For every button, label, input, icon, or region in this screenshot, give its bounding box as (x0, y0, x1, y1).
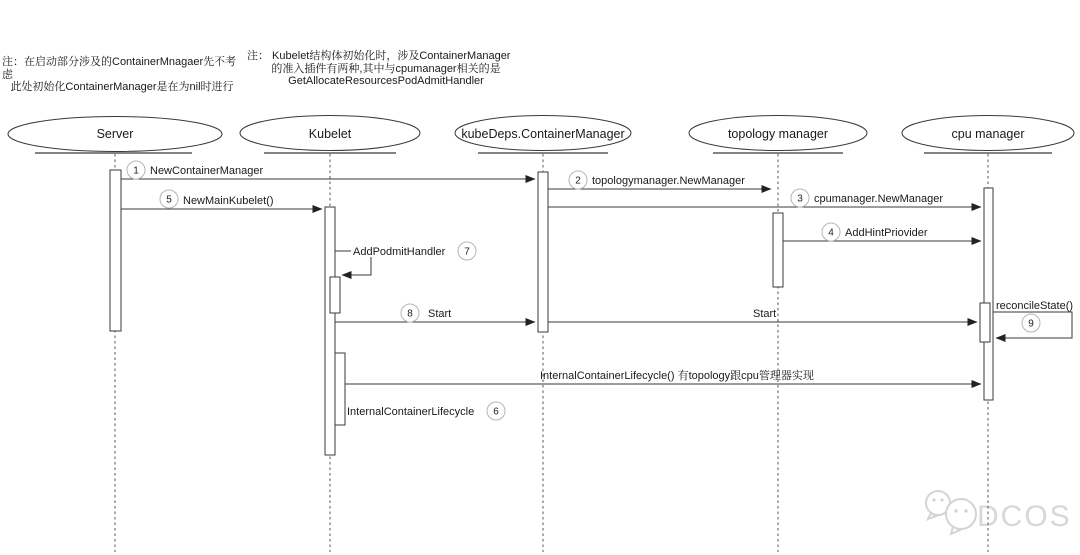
message-number: 6 (493, 406, 499, 418)
wechat-dcos-watermark (926, 491, 1072, 534)
message-number: 1 (133, 165, 139, 177)
message-label: NewContainerManager (150, 165, 264, 177)
activation-bar-kubelet-nested-1 (330, 277, 340, 313)
message-label: NewMainKubelet() (183, 195, 274, 207)
message-9 (996, 300, 1073, 332)
message-number: 8 (407, 308, 413, 320)
message-4 (822, 223, 928, 241)
lifeline-label: cpu manager (951, 127, 1025, 141)
message-3 (791, 189, 943, 207)
activation-bar-topology-manager (773, 213, 783, 287)
activation-bar-container-manager (538, 172, 548, 332)
activation-bar-kubelet (325, 207, 335, 455)
watermark-text: DCOS (977, 500, 1072, 533)
message-number: 7 (464, 246, 470, 258)
message-internal-container-lifecycle-call (540, 368, 814, 382)
lifeline-label: Kubelet (308, 127, 352, 141)
message-6 (347, 402, 505, 420)
lifeline-label: topology manager (727, 127, 829, 141)
lifeline-label: kubeDeps.ContainerManager (461, 127, 625, 141)
lifeline-head-server (8, 117, 222, 154)
message-label: reconcileState() (996, 300, 1074, 312)
note-line: 的准入插件有两种,其中与cpumanager相关的是 (271, 62, 501, 75)
message-number: 9 (1028, 318, 1034, 330)
message-label: Start (428, 308, 452, 320)
wechat-icon-eye (932, 498, 935, 501)
lifeline-head-topology-manager (689, 116, 867, 154)
message-label: AddHintPriovider (845, 227, 928, 239)
activation-bar-server (110, 170, 121, 331)
message-label: InternalContainerLifecycle() 有topology跟cpu管理器实现 (540, 370, 814, 382)
message-start-cpu (753, 308, 776, 320)
message-number: 3 (797, 193, 803, 205)
note-line: 注： Kubelet结构体初始化时，涉及ContainerManager (247, 50, 511, 62)
lifeline-label: Server (96, 127, 134, 141)
note-line: GetAllocateResourcesPodAdmitHandler (288, 75, 484, 87)
activation-bar-cpu-manager (984, 188, 993, 400)
activation-bar-cpu-manager-nested (980, 303, 990, 342)
note-line: 此处初始化ContainerManager是在为nil时进行 (10, 81, 234, 93)
lifeline-head-cpu-manager (902, 116, 1074, 154)
message-label: cpumanager.NewManager (814, 193, 944, 205)
lifeline-head-container-manager (455, 116, 631, 154)
message-number: 4 (828, 227, 834, 239)
wechat-icon-eye (964, 509, 968, 513)
message-label: Start (753, 308, 777, 320)
message-2 (569, 171, 745, 189)
note-line: 注：在启动部分涉及的ContainerMnagaer先不考虑 (2, 56, 237, 81)
message-label: InternalContainerLifecycle (347, 406, 475, 418)
message-8 (401, 304, 451, 322)
wechat-icon-eye (954, 509, 958, 513)
activation-bar-kubelet-nested-2 (335, 353, 345, 425)
message-7 (351, 242, 476, 260)
message-label: AddPodmitHandler (353, 246, 446, 258)
message-number: 5 (166, 194, 172, 206)
message-number: 2 (575, 175, 581, 187)
wechat-icon-eye (940, 498, 943, 501)
wechat-icon-big-bubble (946, 499, 976, 529)
message-5 (160, 190, 273, 208)
message-1 (127, 161, 263, 179)
lifeline-head-kubelet (240, 116, 420, 154)
message-label: topologymanager.NewManager (592, 175, 745, 187)
